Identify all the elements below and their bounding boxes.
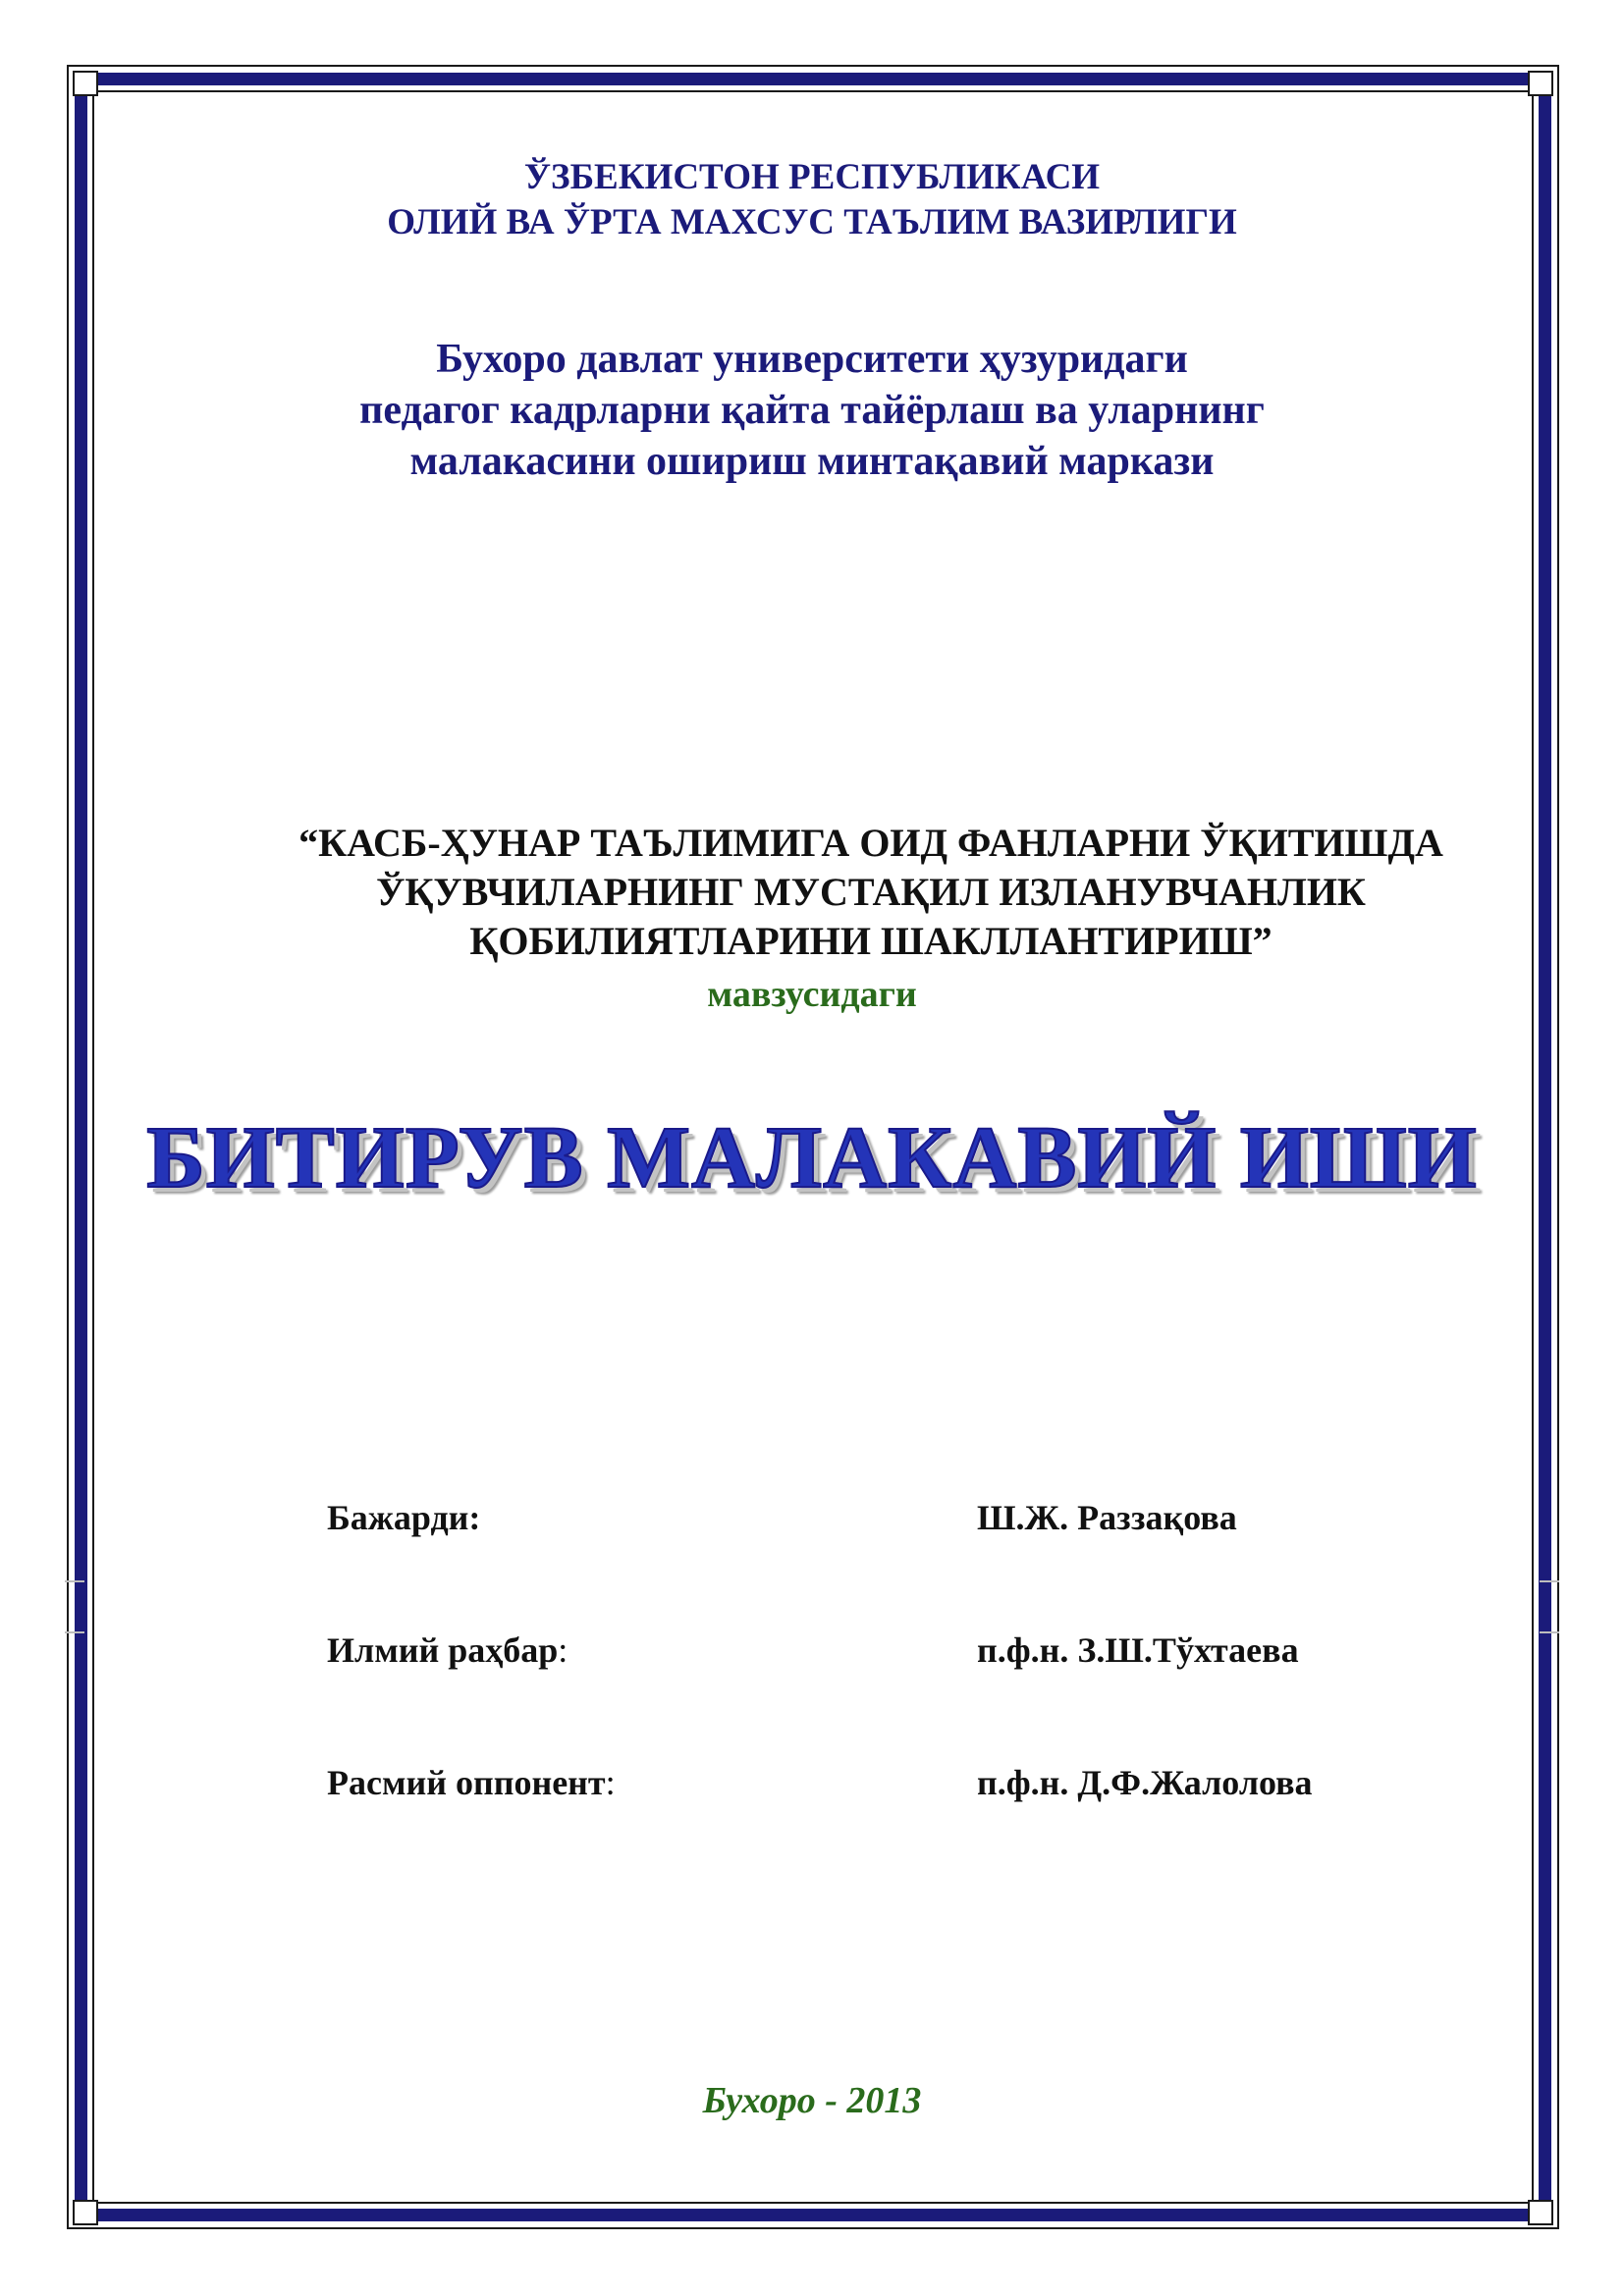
frame-side-mark xyxy=(1540,1631,1559,1633)
institution-line: педагог кадрларни қайта тайёрлаш ва уларнинг xyxy=(359,388,1265,433)
work-title: БИТИРУВ МАЛАКАВИЙ ИШИ xyxy=(146,1109,1478,1206)
institution-line: Бухоро давлат университети ҳузуридаги xyxy=(436,337,1188,382)
frame-corner-top-right xyxy=(1528,71,1553,96)
topic-line: “КАСБ-ҲУНАР ТАЪЛИМИГА ОИД ФАНЛАРНИ ЎҚИТИШДА xyxy=(298,821,1443,865)
role-label: Бажарди: xyxy=(327,1498,481,1537)
ministry-line: ЎЗБЕКИСТОН РЕСПУБЛИКАСИ xyxy=(523,157,1101,197)
role-label: Илмий раҳбар: xyxy=(327,1630,568,1670)
frame-corner-bottom-left xyxy=(73,2200,98,2225)
institution-heading xyxy=(0,334,1624,487)
frame-side-mark xyxy=(1540,1580,1559,1582)
ministry-line: ОЛИЙ ВА ЎРТА МАХСУС ТАЪЛИМ ВАЗИРЛИГИ xyxy=(387,202,1237,242)
topic-line: ҚОБИЛИЯТЛАРИНИ ШАКЛЛАНТИРИШ” xyxy=(469,919,1272,963)
topic-suffix: мавзусидаги xyxy=(707,974,917,1015)
role-label: Расмий оппонент: xyxy=(327,1763,616,1802)
institution-line: малакасини ошириш минтақавий маркази xyxy=(409,439,1215,484)
roles-list xyxy=(327,1497,1456,1895)
topic-line: ЎҚУВЧИЛАРНИНГ МУСТАҚИЛ ИЗЛАНУВЧАНЛИК xyxy=(376,870,1366,914)
role-value: п.ф.н. Д.Ф.Жалолова xyxy=(977,1763,1313,1802)
frame-side-mark xyxy=(65,1631,84,1633)
frame-side-mark xyxy=(65,1580,84,1582)
city-year: Бухоро - 2013 xyxy=(702,2080,922,2121)
thesis-topic xyxy=(59,819,1624,966)
ministry-heading xyxy=(0,155,1624,245)
role-row-supervisor xyxy=(327,1629,1456,1762)
frame-corner-bottom-right xyxy=(1528,2200,1553,2225)
frame-corner-top-left xyxy=(73,71,98,96)
role-value: Ш.Ж. Раззақова xyxy=(977,1498,1237,1537)
role-row-author xyxy=(327,1497,1456,1629)
role-row-opponent xyxy=(327,1762,1456,1895)
role-value: п.ф.н. З.Ш.Тўхтаева xyxy=(977,1630,1299,1670)
